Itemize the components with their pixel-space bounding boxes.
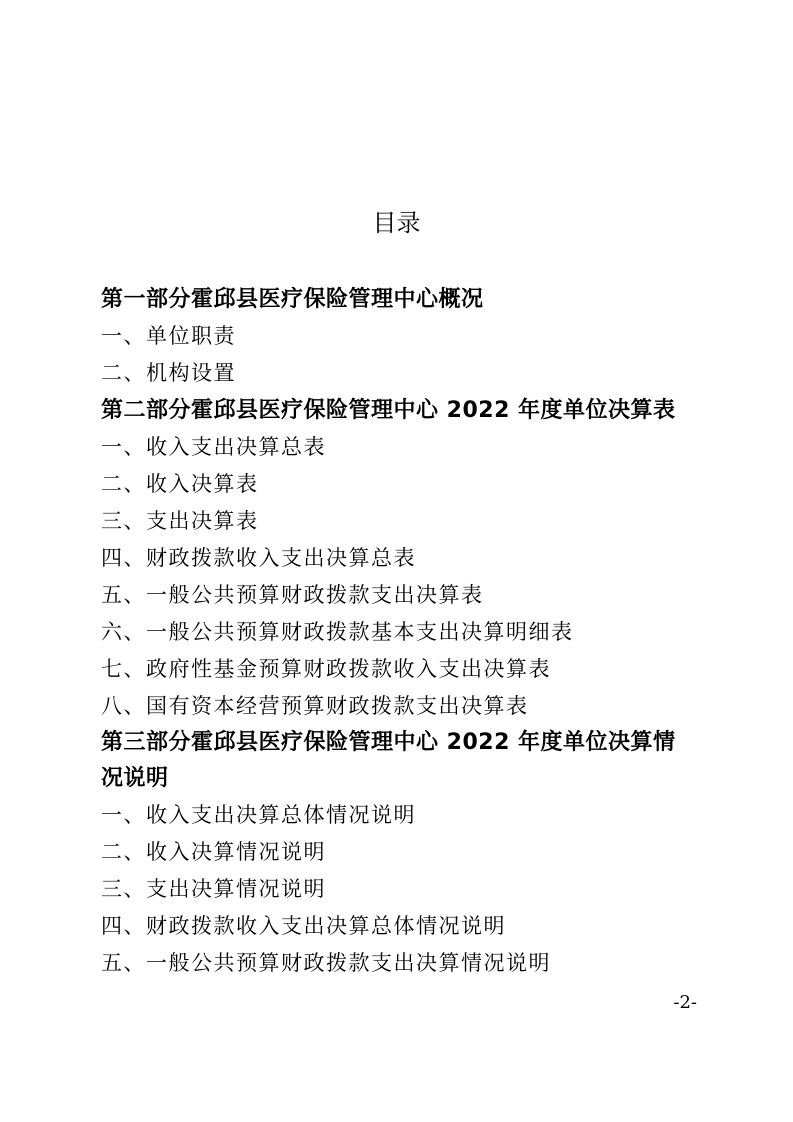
- toc-item: 五、一般公共预算财政拨款支出决算表: [101, 583, 484, 607]
- toc-item: 一、收入支出决算总表: [101, 435, 326, 459]
- toc-item: 七、政府性基金预算财政拨款收入支出决算表: [101, 657, 551, 681]
- toc-part-heading: 第三部分霍邱县医疗保险管理中心 2022 年度单位决算情况说明: [101, 730, 676, 791]
- toc-title: 目录: [372, 209, 421, 237]
- toc-item: 一、收入支出决算总体情况说明: [101, 803, 416, 827]
- table-of-contents: [101, 281, 701, 982]
- toc-item: 八、国有资本经营预算财政拨款支出决算表: [101, 694, 529, 718]
- toc-item: 三、支出决算表: [101, 509, 259, 533]
- toc-item: 二、收入决算情况说明: [101, 840, 326, 864]
- toc-item: 四、财政拨款收入支出决算总表: [101, 546, 416, 570]
- toc-item: 二、机构设置: [101, 361, 236, 385]
- toc-item: 四、财政拨款收入支出决算总体情况说明: [101, 914, 506, 938]
- toc-part-heading: 第一部分霍邱县医疗保险管理中心概况: [101, 287, 484, 312]
- page-number: -2-: [673, 992, 697, 1013]
- toc-part-heading: 第二部分霍邱县医疗保险管理中心 2022 年度单位决算表: [101, 398, 676, 423]
- toc-item: 一、单位职责: [101, 324, 236, 348]
- toc-item: 六、一般公共预算财政拨款基本支出决算明细表: [101, 620, 574, 644]
- toc-item: 二、收入决算表: [101, 472, 259, 496]
- toc-item: 三、支出决算情况说明: [101, 877, 326, 901]
- toc-item: 五、一般公共预算财政拨款支出决算情况说明: [101, 951, 551, 975]
